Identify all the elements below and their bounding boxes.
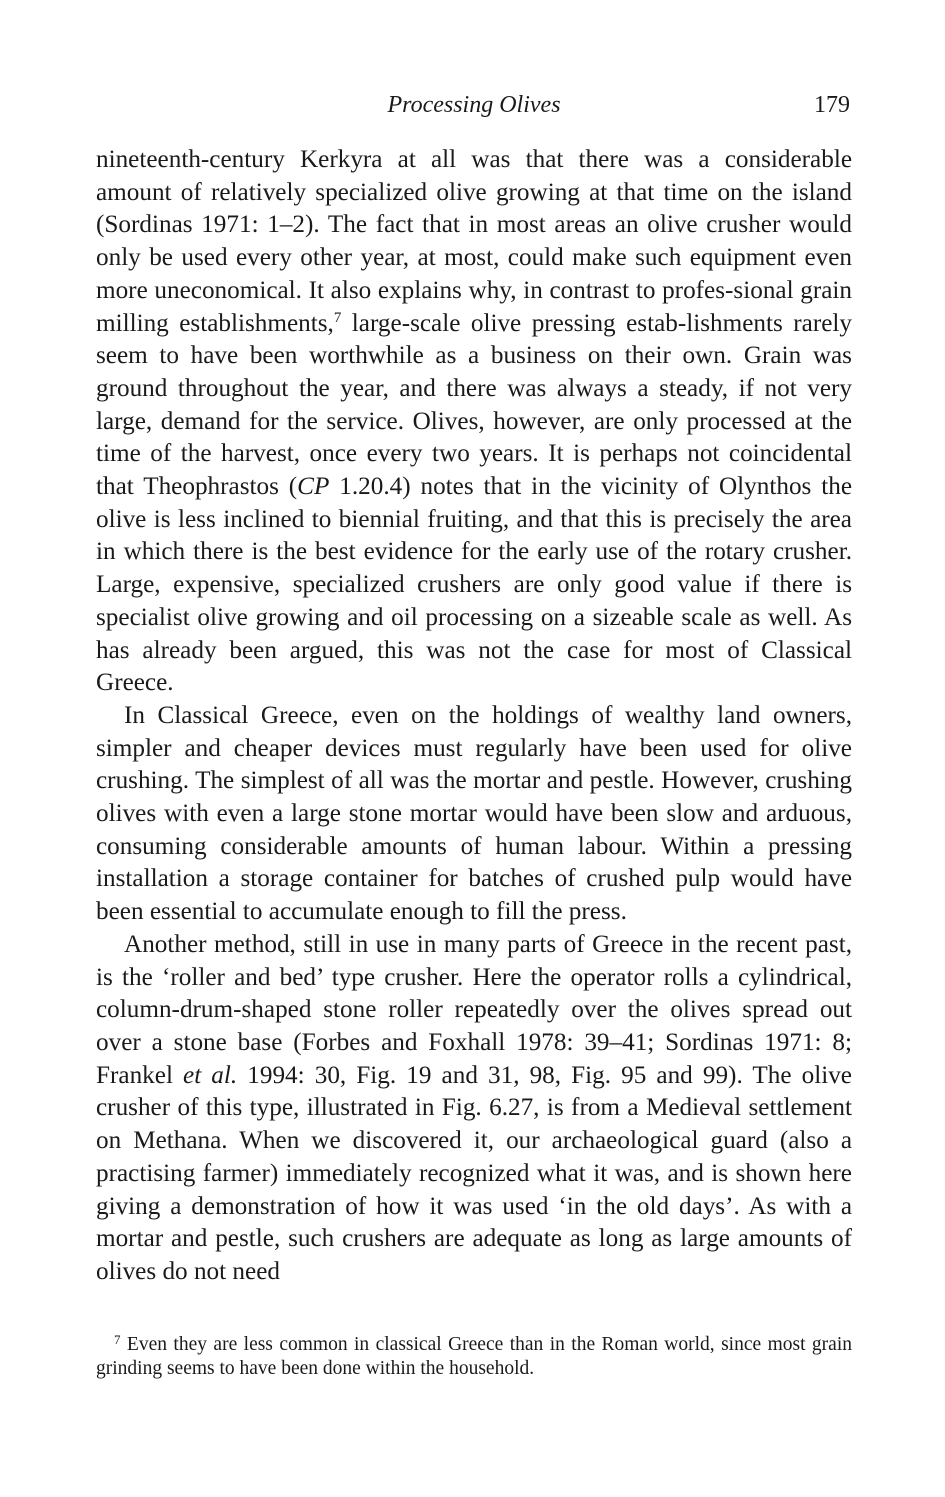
paragraph-3-text-a: Another method, still in use in many parts of Greece in the recent past, is the ‘roller and bed’ type crusher. Here the operator rolls a cylindrical, column-drum-shaped stone roller repeatedly over the olives spread out over a stone base (Forbes and Foxhall 1978: 39–41; Sordinas 1971: 8; Frankel: [96, 930, 852, 1089]
paragraph-3-text-b: 1994: 30, Fig. 19 and 31, 98, Fig. 95 and 99). The olive crusher of this type, illustrated in Fig. 6.27, is from a Medieval settlement on Methana. When we discovered it, our archaeological guard (also a practising farmer) immediately recognized what it was, and is shown here giving a demonstration of how it was used ‘in the old days’. As with a mortar and pestle, such crushers are adequate as long as large amounts of olives do not need: [96, 1061, 852, 1285]
paragraph-2: In Classical Greece, even on the holdings of wealthy land owners, simpler and cheaper devices must regularly have been used for olive crushing. The simplest of all was the mortar and pestle. However, crushing olives with even a large stone mortar would have been slow and arduous, consuming considerable amounts of human labour. Within a pressing installation a storage container for batches of crushed pulp would have been essential to accumulate enough to fill the press.: [96, 701, 852, 926]
paragraph-1-text-c: 1.20.4) notes that in the vicinity of Olynthos the olive is less inclined to biennial fruiting, and that this is precisely the area in which there is the best evidence for the early use of the rotary crusher. Large, expensive, specialized crushers are only good value if there is specialist olive growing and oil processing on a sizeable scale as well. As has already been argued, this was not the case for most of Classical Greece.: [96, 473, 852, 697]
running-head: [96, 86, 852, 124]
paragraph-1: [96, 144, 852, 700]
page-number: 179: [814, 92, 850, 118]
footnote-text: Even they are less common in classical Greece than in the Roman world, since most grain grinding seems to have been done within the household.: [96, 1334, 852, 1379]
footnote-reference: 7: [333, 309, 342, 326]
italic-cp: CP: [297, 473, 330, 501]
italic-et-al: et al.: [183, 1061, 238, 1089]
paragraph-1-text-b: large-scale olive pressing estab-lishments rarely seem to have been worthwhile as a business on their own. Grain was ground throughout the year, and there was always a steady, if not very large, demand for the service. Olives, however, are only processed at the time of the harvest, once every two years. It is perhaps not coincidental that Theophrastos (: [96, 309, 852, 501]
footnotes: [96, 1333, 852, 1380]
body-text: [96, 144, 852, 1289]
footnote-7: [96, 1333, 852, 1380]
paragraph-1-text-a: nineteenth-century Kerkyra at all was that there was a considerable amount of relatively specialized olive growing at that time on the island (Sordinas 1971: 1–2). The fact that in most areas an olive crusher would only be used every other year, at most, could make such equipment even more uneconomical. It also explains why, in contrast to profes-sional grain milling establishments,: [96, 146, 852, 337]
paragraph-3: [96, 929, 852, 1289]
running-title: Processing Olives: [387, 92, 561, 118]
footnote-mark: 7: [114, 1332, 121, 1347]
